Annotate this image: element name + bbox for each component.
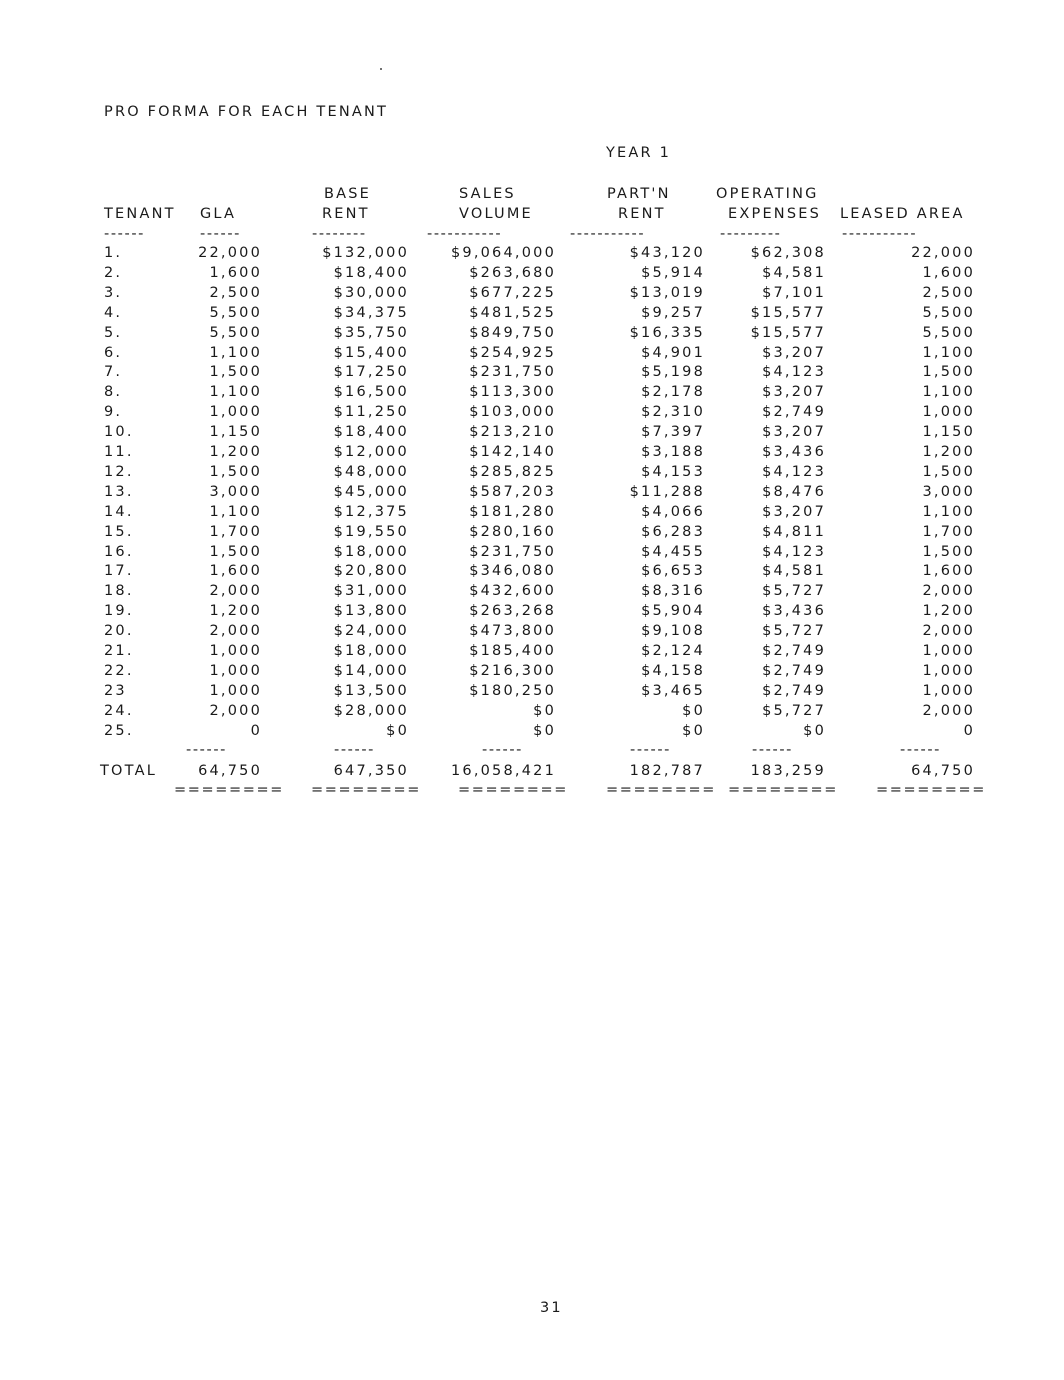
leased-area-value: 1,000 <box>922 662 975 679</box>
operating-expenses-value: $5,727 <box>762 623 826 640</box>
page-number: 31 <box>540 1300 563 1316</box>
sales-volume-value: $0 <box>533 722 556 739</box>
partn-rent-value: $9,257 <box>641 304 705 321</box>
double-rule-gla: ======== <box>174 782 284 798</box>
rule-gla: ------ <box>200 226 241 242</box>
operating-expenses-value: $4,581 <box>762 264 826 281</box>
table-row <box>0 504 1064 524</box>
operating-expenses-value: $15,577 <box>750 304 826 321</box>
sales-volume-value: $254,925 <box>469 344 556 361</box>
header-opex-line1: OPERATING <box>716 186 819 202</box>
table-row <box>0 464 1064 484</box>
period-label: YEAR 1 <box>606 145 672 161</box>
sales-volume-value: $213,210 <box>469 424 556 441</box>
gla-value: 1,200 <box>209 603 262 620</box>
double-rule-partn: ======== <box>606 782 716 798</box>
gla-value: 2,000 <box>209 702 262 719</box>
sales-volume-value: $231,750 <box>469 364 556 381</box>
sales-volume-value: $346,080 <box>469 563 556 580</box>
rule-base: -------- <box>312 226 367 242</box>
partn-rent-value: $11,288 <box>629 483 705 500</box>
gla-value: 1,100 <box>209 384 262 401</box>
double-rule-sales: ======== <box>458 782 568 798</box>
tenant-number: 25. <box>104 722 134 739</box>
double-rule-leased: ======== <box>876 782 986 798</box>
tenant-number: 24. <box>104 702 134 719</box>
leased-area-value: 1,100 <box>922 384 975 401</box>
gla-value: 5,500 <box>209 304 262 321</box>
leased-area-value: 1,150 <box>922 424 975 441</box>
header-gla: GLA <box>200 206 237 222</box>
subtotal-rule-sales: ------ <box>482 742 523 758</box>
tenant-number: 11. <box>104 444 134 460</box>
subtotal-rule-partn: ------ <box>630 742 671 758</box>
base-rent-value: $0 <box>386 722 409 739</box>
sales-volume-value: $0 <box>533 702 556 719</box>
rule-opex: --------- <box>720 226 782 242</box>
tenant-number: 2. <box>104 264 123 281</box>
operating-expenses-value: $3,207 <box>762 344 826 361</box>
operating-expenses-value: $3,436 <box>762 603 826 620</box>
gla-value: 1,700 <box>209 523 262 540</box>
header-tenant: TENANT <box>104 206 176 222</box>
operating-expenses-value: $2,749 <box>762 404 826 421</box>
operating-expenses-value: $3,436 <box>762 444 826 460</box>
leased-area-value: 1,600 <box>922 563 975 580</box>
leased-area-value: 1,500 <box>922 543 975 560</box>
tenant-number: 23 <box>104 682 127 699</box>
operating-expenses-value: $7,101 <box>762 284 826 301</box>
base-rent-value: $45,000 <box>333 483 409 500</box>
tenant-number: 12. <box>104 463 134 480</box>
subtotal-rule-gla: ------ <box>186 742 227 758</box>
table-row <box>0 305 1064 325</box>
sales-volume-value: $280,160 <box>469 523 556 540</box>
base-rent-value: $18,400 <box>333 424 409 441</box>
leased-area-value: 2,000 <box>922 623 975 640</box>
sales-volume-value: $285,825 <box>469 463 556 480</box>
leased-area-value: 2,000 <box>922 702 975 719</box>
sales-volume-value: $9,064,000 <box>450 245 556 261</box>
table-row <box>0 384 1064 404</box>
operating-expenses-value: $4,811 <box>762 523 826 540</box>
leased-area-value: 1,000 <box>922 682 975 699</box>
header-partn-line1: PART'N <box>607 186 671 202</box>
table-row <box>0 563 1064 583</box>
sales-volume-value: $180,250 <box>469 682 556 699</box>
partn-rent-value: $6,283 <box>641 523 705 540</box>
base-rent-value: $48,000 <box>333 463 409 480</box>
partn-rent-value: $4,158 <box>641 662 705 679</box>
totals-row <box>0 763 1064 783</box>
tenant-number: 5. <box>104 324 123 341</box>
operating-expenses-value: $5,727 <box>762 583 826 600</box>
leased-area-value: 1,600 <box>922 264 975 281</box>
base-rent-value: $18,000 <box>333 643 409 659</box>
subtotal-rule-leased: ------ <box>900 742 941 758</box>
gla-value: 1,000 <box>209 643 262 659</box>
table-row <box>0 643 1064 663</box>
tenant-number: 13. <box>104 483 134 500</box>
leased-area-value: 2,500 <box>922 284 975 301</box>
partn-rent-value: $16,335 <box>629 324 705 341</box>
rule-tenant: ------ <box>104 226 145 242</box>
operating-expenses-value: $2,749 <box>762 682 826 699</box>
partn-rent-value: $4,153 <box>641 463 705 480</box>
leased-area-value: 5,500 <box>922 304 975 321</box>
operating-expenses-value: $3,207 <box>762 384 826 401</box>
operating-expenses-value: $0 <box>803 722 826 739</box>
table-row <box>0 544 1064 564</box>
leased-area-value: 1,000 <box>922 404 975 421</box>
tenant-number: 4. <box>104 304 123 321</box>
sales-volume-value: $677,225 <box>469 284 556 301</box>
leased-area-value: 1,200 <box>922 603 975 620</box>
partn-rent-value: $4,455 <box>641 543 705 560</box>
rule-sales: ----------- <box>427 226 503 242</box>
base-rent-value: $15,400 <box>333 344 409 361</box>
tenant-number: 20. <box>104 623 134 640</box>
leased-area-value: 1,000 <box>922 643 975 659</box>
subtotal-rule-base: ------ <box>334 742 375 758</box>
operating-expenses-value: $2,749 <box>762 643 826 659</box>
table-row <box>0 285 1064 305</box>
gla-value: 2,000 <box>209 623 262 640</box>
sales-volume-value: $473,800 <box>469 623 556 640</box>
sales-volume-value: $263,268 <box>469 603 556 620</box>
table-row <box>0 723 1064 743</box>
partn-rent-value: $5,198 <box>641 364 705 381</box>
leased-area-value: 22,000 <box>911 245 975 261</box>
header-opex-line2: EXPENSES <box>728 206 822 222</box>
leased-area-value: 1,700 <box>922 523 975 540</box>
tenant-number: 19. <box>104 603 134 620</box>
base-rent-value: $14,000 <box>333 662 409 679</box>
leased-area-value: 1,100 <box>922 503 975 520</box>
base-rent-value: $13,500 <box>333 682 409 699</box>
operating-expenses-value: $4,123 <box>762 463 826 480</box>
partn-rent-value: $5,904 <box>641 603 705 620</box>
tenant-number: 1. <box>104 245 123 261</box>
total-partn-rent: 182,787 <box>629 763 705 779</box>
sales-volume-value: $216,300 <box>469 662 556 679</box>
gla-value: 1,000 <box>209 662 262 679</box>
table-row <box>0 583 1064 603</box>
table-row <box>0 444 1064 464</box>
operating-expenses-value: $62,308 <box>750 245 826 261</box>
base-rent-value: $13,800 <box>333 603 409 620</box>
gla-value: 1,500 <box>209 364 262 381</box>
base-rent-value: $20,800 <box>333 563 409 580</box>
tenant-number: 21. <box>104 643 134 659</box>
partn-rent-value: $3,465 <box>641 682 705 699</box>
gla-value: 1,000 <box>209 404 262 421</box>
base-rent-value: $11,250 <box>333 404 409 421</box>
tenant-number: 10. <box>104 424 134 441</box>
total-sales-volume: 16,058,421 <box>450 763 556 779</box>
sales-volume-value: $587,203 <box>469 483 556 500</box>
speck <box>380 68 382 70</box>
leased-area-value: 1,500 <box>922 364 975 381</box>
leased-area-value: 1,200 <box>922 444 975 460</box>
gla-value: 2,500 <box>209 284 262 301</box>
totals-label: TOTAL <box>100 763 157 779</box>
base-rent-value: $17,250 <box>333 364 409 381</box>
base-rent-value: $18,400 <box>333 264 409 281</box>
base-rent-value: $35,750 <box>333 324 409 341</box>
total-operating-expenses: 183,259 <box>750 763 826 779</box>
partn-rent-value: $2,124 <box>641 643 705 659</box>
base-rent-value: $19,550 <box>333 523 409 540</box>
tenant-number: 9. <box>104 404 123 421</box>
sales-volume-value: $263,680 <box>469 264 556 281</box>
tenant-number: 22. <box>104 662 134 679</box>
tenant-number: 18. <box>104 583 134 600</box>
gla-value: 22,000 <box>198 245 262 261</box>
gla-value: 1,150 <box>209 424 262 441</box>
base-rent-value: $12,375 <box>333 503 409 520</box>
partn-rent-value: $5,914 <box>641 264 705 281</box>
table-row <box>0 345 1064 365</box>
sales-volume-value: $849,750 <box>469 324 556 341</box>
leased-area-value: 1,100 <box>922 344 975 361</box>
operating-expenses-value: $3,207 <box>762 503 826 520</box>
gla-value: 1,200 <box>209 444 262 460</box>
partn-rent-value: $2,178 <box>641 384 705 401</box>
sales-volume-value: $185,400 <box>469 643 556 659</box>
table-row <box>0 524 1064 544</box>
total-leased-area: 64,750 <box>911 763 975 779</box>
gla-value: 1,500 <box>209 543 262 560</box>
gla-value: 2,000 <box>209 583 262 600</box>
partn-rent-value: $3,188 <box>641 444 705 460</box>
rule-partn: ----------- <box>570 226 646 242</box>
table-row <box>0 623 1064 643</box>
operating-expenses-value: $4,123 <box>762 364 826 381</box>
tenant-number: 14. <box>104 503 134 520</box>
total-base-rent: 647,350 <box>333 763 409 779</box>
tenant-number: 6. <box>104 344 123 361</box>
base-rent-value: $16,500 <box>333 384 409 401</box>
total-gla: 64,750 <box>198 763 262 779</box>
leased-area-value: 2,000 <box>922 583 975 600</box>
operating-expenses-value: $8,476 <box>762 483 826 500</box>
table-row <box>0 484 1064 504</box>
tenant-number: 17. <box>104 563 134 580</box>
partn-rent-value: $9,108 <box>641 623 705 640</box>
table-row <box>0 325 1064 345</box>
base-rent-value: $12,000 <box>333 444 409 460</box>
partn-rent-value: $8,316 <box>641 583 705 600</box>
leased-area-value: 3,000 <box>922 483 975 500</box>
leased-area-value: 5,500 <box>922 324 975 341</box>
base-rent-value: $18,000 <box>333 543 409 560</box>
gla-value: 1,600 <box>209 563 262 580</box>
table-row <box>0 703 1064 723</box>
document-title: PRO FORMA FOR EACH TENANT <box>104 104 389 120</box>
sales-volume-value: $142,140 <box>469 444 556 460</box>
operating-expenses-value: $4,123 <box>762 543 826 560</box>
tenant-number: 3. <box>104 284 123 301</box>
tenant-number: 16. <box>104 543 134 560</box>
gla-value: 1,100 <box>209 344 262 361</box>
header-leased-area: LEASED AREA <box>840 206 965 222</box>
partn-rent-value: $4,066 <box>641 503 705 520</box>
base-rent-value: $30,000 <box>333 284 409 301</box>
gla-value: 1,000 <box>209 682 262 699</box>
table-row <box>0 424 1064 444</box>
partn-rent-value: $7,397 <box>641 424 705 441</box>
gla-value: 3,000 <box>209 483 262 500</box>
header-base-rent-line1: BASE <box>324 186 372 202</box>
base-rent-value: $34,375 <box>333 304 409 321</box>
sales-volume-value: $181,280 <box>469 503 556 520</box>
sales-volume-value: $432,600 <box>469 583 556 600</box>
partn-rent-value: $2,310 <box>641 404 705 421</box>
base-rent-value: $24,000 <box>333 623 409 640</box>
operating-expenses-value: $15,577 <box>750 324 826 341</box>
header-base-rent-line2: RENT <box>322 206 370 222</box>
partn-rent-value: $4,901 <box>641 344 705 361</box>
header-partn-line2: RENT <box>618 206 666 222</box>
double-rule-opex: ======== <box>728 782 838 798</box>
rule-leased: ----------- <box>842 226 918 242</box>
table-row <box>0 663 1064 683</box>
operating-expenses-value: $4,581 <box>762 563 826 580</box>
tenant-number: 7. <box>104 364 123 381</box>
sales-volume-value: $113,300 <box>469 384 556 401</box>
operating-expenses-value: $5,727 <box>762 702 826 719</box>
operating-expenses-value: $3,207 <box>762 424 826 441</box>
base-rent-value: $28,000 <box>333 702 409 719</box>
base-rent-value: $132,000 <box>322 245 409 261</box>
tenant-number: 15. <box>104 523 134 540</box>
gla-value: 0 <box>250 722 262 739</box>
gla-value: 5,500 <box>209 324 262 341</box>
table-row <box>0 364 1064 384</box>
partn-rent-value: $0 <box>682 722 705 739</box>
sales-volume-value: $481,525 <box>469 304 556 321</box>
gla-value: 1,100 <box>209 503 262 520</box>
gla-value: 1,500 <box>209 463 262 480</box>
table-row <box>0 404 1064 424</box>
double-rule-base: ======== <box>311 782 421 798</box>
leased-area-value: 0 <box>963 722 975 739</box>
table-row <box>0 683 1064 703</box>
table-row <box>0 603 1064 623</box>
table-row <box>0 245 1064 265</box>
subtotal-rule-opex: ------ <box>752 742 793 758</box>
leased-area-value: 1,500 <box>922 463 975 480</box>
gla-value: 1,600 <box>209 264 262 281</box>
partn-rent-value: $0 <box>682 702 705 719</box>
sales-volume-value: $103,000 <box>469 404 556 421</box>
partn-rent-value: $6,653 <box>641 563 705 580</box>
tenant-number: 8. <box>104 384 123 401</box>
header-sales-line2: VOLUME <box>459 206 533 222</box>
sales-volume-value: $231,750 <box>469 543 556 560</box>
header-sales-line1: SALES <box>459 186 516 202</box>
base-rent-value: $31,000 <box>333 583 409 600</box>
operating-expenses-value: $2,749 <box>762 662 826 679</box>
table-row <box>0 265 1064 285</box>
partn-rent-value: $43,120 <box>629 245 705 261</box>
partn-rent-value: $13,019 <box>629 284 705 301</box>
